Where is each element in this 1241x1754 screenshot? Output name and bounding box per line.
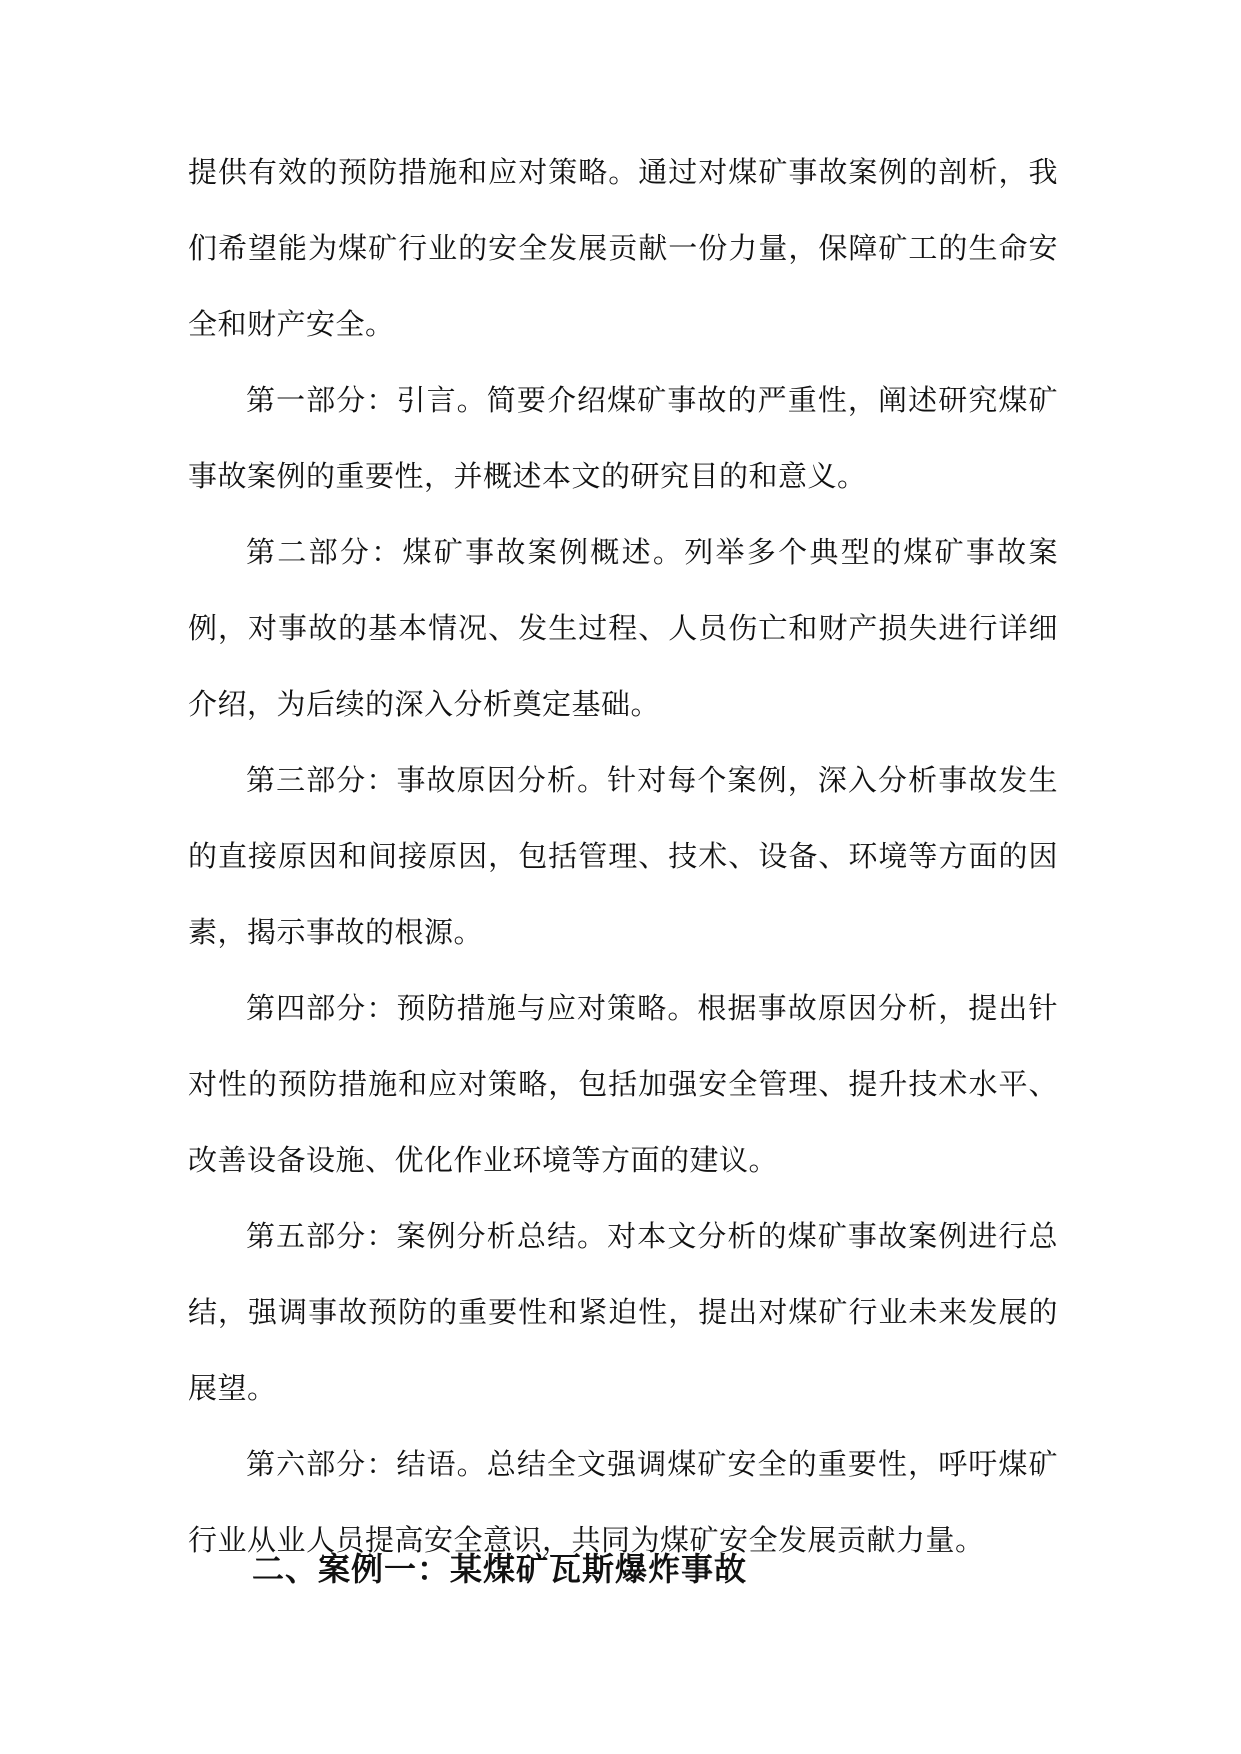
paragraph-part-6: 第六部分：结语。总结全文强调煤矿安全的重要性，呼吁煤矿行业从业人员提高安全意识，共同为煤矿安全发展贡献力量。 bbox=[188, 1447, 1058, 1557]
paragraph-part-2: 第二部分：煤矿事故案例概述。列举多个典型的煤矿事故案例，对事故的基本情况、发生过程、人员伤亡和财产损失进行详细介绍，为后续的深入分析奠定基础。 bbox=[188, 535, 1058, 721]
section-heading: 二、案例一：某煤矿瓦斯爆炸事故 bbox=[252, 1550, 748, 1588]
paragraph-part-4: 第四部分：预防措施与应对策略。根据事故原因分析，提出针对性的预防措施和应对策略，包括加强安全管理、提升技术水平、改善设备设施、优化作业环境等方面的建议。 bbox=[188, 991, 1058, 1177]
paragraph-part-5: 第五部分：案例分析总结。对本文分析的煤矿事故案例进行总结，强调事故预防的重要性和紧迫性，提出对煤矿行业未来发展的展望。 bbox=[188, 1219, 1058, 1405]
body-text bbox=[188, 134, 1058, 1578]
paragraph-part-1: 第一部分：引言。简要介绍煤矿事故的严重性，阐述研究煤矿事故案例的重要性，并概述本文的研究目的和意义。 bbox=[188, 383, 1058, 493]
paragraph-intro-continuation: 提供有效的预防措施和应对策略。通过对煤矿事故案例的剖析，我们希望能为煤矿行业的安全发展贡献一份力量，保障矿工的生命安全和财产安全。 bbox=[188, 155, 1058, 341]
paragraph-part-3: 第三部分：事故原因分析。针对每个案例，深入分析事故发生的直接原因和间接原因，包括管理、技术、设备、环境等方面的因素，揭示事故的根源。 bbox=[188, 763, 1058, 949]
